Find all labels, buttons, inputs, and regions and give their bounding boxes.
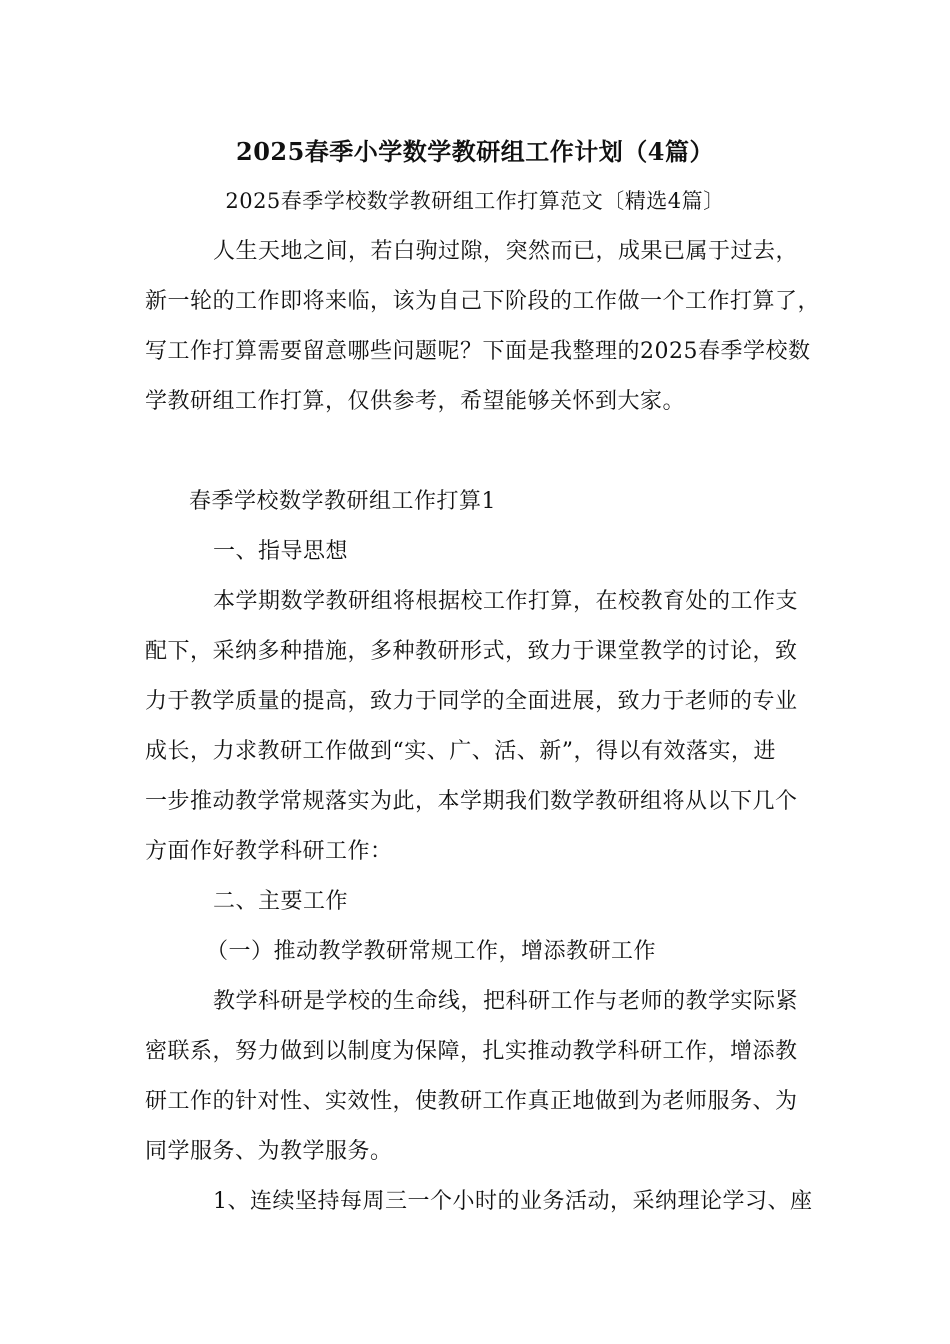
document-title: 2025春季小学数学教研组工作计划（4篇）: [236, 137, 714, 166]
para-1-line-4: 成长，力求教研工作做到“实、广、活、新”，得以有效落实，进: [145, 739, 776, 764]
heading-main-work: 二、主要工作: [213, 889, 349, 914]
intro-line-4: 学教研组工作打算，仅供参考，希望能够关怀到大家。: [145, 389, 686, 414]
para-1-line-1: 本学期数学教研组将根据校工作打算，在校教育处的工作支: [213, 589, 799, 614]
intro-line-2: 新一轮的工作即将来临，该为自己下阶段的工作做一个工作打算了，: [145, 289, 821, 314]
para-1-line-5: 一步推动教学常规落实为此，本学期我们数学教研组将从以下几个: [145, 789, 798, 814]
document-subtitle: 2025春季学校数学教研组工作打算范文〔精选4篇〕: [225, 189, 725, 213]
item-1-line-1: 1、连续坚持每周三一个小时的业务活动，采纳理论学习、座: [213, 1189, 813, 1214]
intro-line-3: 写工作打算需要留意哪些问题呢？下面是我整理的2025春季学校数: [145, 339, 811, 364]
para-2-line-4: 同学服务、为教学服务。: [145, 1139, 393, 1164]
para-2-line-1: 教学科研是学校的生命线，把科研工作与老师的教学实际紧: [213, 989, 799, 1014]
heading-guiding-thought: 一、指导思想: [213, 539, 349, 564]
subheading-teaching-research: （一）推动教学教研常规工作，增添教研工作: [206, 939, 657, 964]
para-1-line-3: 力于教学质量的提高，致力于同学的全面进展，致力于老师的专业: [145, 689, 798, 714]
para-2-line-2: 密联系，努力做到以制度为保障，扎实推动教学科研工作，增添教: [145, 1039, 798, 1064]
para-2-line-3: 研工作的针对性、实效性，使教研工作真正地做到为老师服务、为: [145, 1089, 798, 1114]
para-1-line-2: 配下，采纳多种措施，多种教研形式，致力于课堂教学的讨论，致: [145, 639, 798, 664]
intro-line-1: 人生天地之间，若白驹过隙，突然而已，成果已属于过去，: [213, 239, 799, 264]
para-1-line-6: 方面作好教学科研工作：: [145, 839, 393, 864]
section-heading: 春季学校数学教研组工作打算1: [189, 489, 496, 514]
